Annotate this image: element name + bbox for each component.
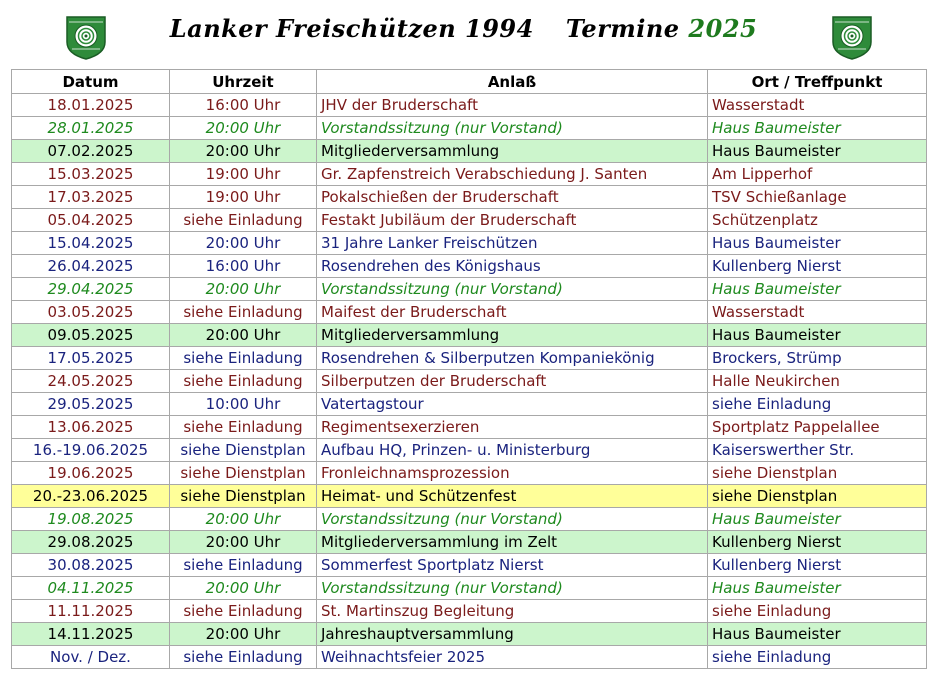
cell-ort: Haus Baumeister — [708, 324, 927, 347]
cell-date: 07.02.2025 — [12, 140, 170, 163]
cell-ort: Haus Baumeister — [708, 140, 927, 163]
cell-anlass: Jahreshauptversammlung — [317, 623, 708, 646]
cell-time: 20:00 Uhr — [170, 508, 317, 531]
cell-ort: Haus Baumeister — [708, 117, 927, 140]
table-row — [12, 301, 927, 324]
cell-ort: siehe Dienstplan — [708, 485, 927, 508]
cell-time: 19:00 Uhr — [170, 163, 317, 186]
cell-ort: Haus Baumeister — [708, 232, 927, 255]
cell-date: 18.01.2025 — [12, 94, 170, 117]
cell-ort: Am Lipperhof — [708, 163, 927, 186]
cell-ort: siehe Einladung — [708, 646, 927, 669]
table-row — [12, 577, 927, 600]
cell-date: 05.04.2025 — [12, 209, 170, 232]
table-header-row — [12, 70, 927, 94]
table-row — [12, 117, 927, 140]
cell-date: 03.05.2025 — [12, 301, 170, 324]
table-row — [12, 347, 927, 370]
cell-time: siehe Einladung — [170, 301, 317, 324]
cell-anlass: Mitgliederversammlung — [317, 324, 708, 347]
cell-anlass: Weihnachtsfeier 2025 — [317, 646, 708, 669]
cell-time: siehe Einladung — [170, 347, 317, 370]
cell-date: 17.05.2025 — [12, 347, 170, 370]
cell-anlass: Sommerfest Sportplatz Nierst — [317, 554, 708, 577]
table-row — [12, 140, 927, 163]
cell-anlass: Mitgliederversammlung — [317, 140, 708, 163]
cell-date: 29.05.2025 — [12, 393, 170, 416]
cell-ort: Haus Baumeister — [708, 508, 927, 531]
cell-time: 20:00 Uhr — [170, 117, 317, 140]
table-row — [12, 255, 927, 278]
table-row — [12, 209, 927, 232]
cell-time: 20:00 Uhr — [170, 623, 317, 646]
cell-date: 24.05.2025 — [12, 370, 170, 393]
table-row — [12, 324, 927, 347]
header-anlass: Anlaß — [317, 70, 708, 94]
table-row — [12, 485, 927, 508]
cell-time: siehe Einladung — [170, 646, 317, 669]
cell-anlass: Vatertagstour — [317, 393, 708, 416]
cell-anlass: 31 Jahre Lanker Freischützen — [317, 232, 708, 255]
cell-date: 17.03.2025 — [12, 186, 170, 209]
cell-date: 19.08.2025 — [12, 508, 170, 531]
cell-time: 20:00 Uhr — [170, 278, 317, 301]
cell-date: 30.08.2025 — [12, 554, 170, 577]
cell-anlass: Vorstandssitzung (nur Vorstand) — [317, 117, 708, 140]
cell-time: siehe Dienstplan — [170, 462, 317, 485]
cell-ort: Haus Baumeister — [708, 278, 927, 301]
cell-anlass: Vorstandssitzung (nur Vorstand) — [317, 508, 708, 531]
cell-anlass: Silberputzen der Bruderschaft — [317, 370, 708, 393]
cell-anlass: Rosendrehen & Silberputzen Kompaniekönig — [317, 347, 708, 370]
cell-ort: Kullenberg Nierst — [708, 554, 927, 577]
cell-ort: Halle Neukirchen — [708, 370, 927, 393]
cell-time: 20:00 Uhr — [170, 324, 317, 347]
cell-anlass: JHV der Bruderschaft — [317, 94, 708, 117]
cell-time: 20:00 Uhr — [170, 577, 317, 600]
cell-ort: Haus Baumeister — [708, 623, 927, 646]
title-termine: Termine — [565, 14, 680, 43]
cell-anlass: Heimat- und Schützenfest — [317, 485, 708, 508]
cell-anlass: Vorstandssitzung (nur Vorstand) — [317, 577, 708, 600]
title-club: Lanker Freischützen 1994 — [169, 14, 534, 43]
cell-time: 20:00 Uhr — [170, 232, 317, 255]
cell-anlass: Pokalschießen der Bruderschaft — [317, 186, 708, 209]
header-ort: Ort / Treffpunkt — [708, 70, 927, 94]
header-uhrzeit: Uhrzeit — [170, 70, 317, 94]
table-row — [12, 462, 927, 485]
table-row — [12, 600, 927, 623]
cell-date: 28.01.2025 — [12, 117, 170, 140]
cell-anlass: Maifest der Bruderschaft — [317, 301, 708, 324]
cell-date: 29.08.2025 — [12, 531, 170, 554]
cell-date: 13.06.2025 — [12, 416, 170, 439]
cell-time: 20:00 Uhr — [170, 531, 317, 554]
cell-date: 15.03.2025 — [12, 163, 170, 186]
cell-time: 16:00 Uhr — [170, 94, 317, 117]
table-row — [12, 186, 927, 209]
table-row — [12, 232, 927, 255]
cell-anlass: Regimentsexerzieren — [317, 416, 708, 439]
table-row — [12, 393, 927, 416]
table-row — [12, 163, 927, 186]
cell-time: siehe Dienstplan — [170, 485, 317, 508]
schedule-table — [11, 69, 927, 669]
table-row — [12, 416, 927, 439]
table-row — [12, 370, 927, 393]
table-row — [12, 508, 927, 531]
cell-anlass: Rosendrehen des Königshaus — [317, 255, 708, 278]
cell-ort: Wasserstadt — [708, 94, 927, 117]
table-row — [12, 646, 927, 669]
page-title — [0, 14, 927, 43]
cell-date: 16.-19.06.2025 — [12, 439, 170, 462]
header — [0, 0, 927, 66]
cell-time: siehe Einladung — [170, 370, 317, 393]
cell-date: 29.04.2025 — [12, 278, 170, 301]
cell-time: 20:00 Uhr — [170, 140, 317, 163]
cell-ort: Sportplatz Pappelallee — [708, 416, 927, 439]
table-row — [12, 531, 927, 554]
cell-time: 19:00 Uhr — [170, 186, 317, 209]
cell-time: siehe Einladung — [170, 209, 317, 232]
cell-ort: TSV Schießanlage — [708, 186, 927, 209]
cell-anlass: Vorstandssitzung (nur Vorstand) — [317, 278, 708, 301]
table-body — [12, 94, 927, 669]
cell-date: 26.04.2025 — [12, 255, 170, 278]
cell-time: siehe Einladung — [170, 416, 317, 439]
cell-date: 14.11.2025 — [12, 623, 170, 646]
cell-time: siehe Dienstplan — [170, 439, 317, 462]
cell-ort: siehe Einladung — [708, 600, 927, 623]
cell-anlass: Gr. Zapfenstreich Verabschiedung J. Santen — [317, 163, 708, 186]
cell-anlass: Festakt Jubiläum der Bruderschaft — [317, 209, 708, 232]
cell-date: 19.06.2025 — [12, 462, 170, 485]
cell-time: 10:00 Uhr — [170, 393, 317, 416]
table-row — [12, 439, 927, 462]
table-row — [12, 623, 927, 646]
table-row — [12, 94, 927, 117]
cell-ort: Haus Baumeister — [708, 577, 927, 600]
cell-anlass: Fronleichnamsprozession — [317, 462, 708, 485]
cell-date: Nov. / Dez. — [12, 646, 170, 669]
cell-time: siehe Einladung — [170, 600, 317, 623]
cell-date: 20.-23.06.2025 — [12, 485, 170, 508]
cell-ort: Kullenberg Nierst — [708, 255, 927, 278]
cell-anlass: Mitgliederversammlung im Zelt — [317, 531, 708, 554]
cell-time: 16:00 Uhr — [170, 255, 317, 278]
cell-ort: Schützenplatz — [708, 209, 927, 232]
cell-ort: Brockers, Strümp — [708, 347, 927, 370]
cell-ort: siehe Dienstplan — [708, 462, 927, 485]
title-year: 2025 — [688, 14, 758, 43]
header-datum: Datum — [12, 70, 170, 94]
cell-ort: siehe Einladung — [708, 393, 927, 416]
cell-time: siehe Einladung — [170, 554, 317, 577]
club-logo-icon — [829, 14, 875, 60]
table-row — [12, 278, 927, 301]
cell-ort: Kullenberg Nierst — [708, 531, 927, 554]
cell-date: 09.05.2025 — [12, 324, 170, 347]
cell-ort: Wasserstadt — [708, 301, 927, 324]
cell-date: 15.04.2025 — [12, 232, 170, 255]
cell-anlass: Aufbau HQ, Prinzen- u. Ministerburg — [317, 439, 708, 462]
cell-date: 04.11.2025 — [12, 577, 170, 600]
cell-ort: Kaiserswerther Str. — [708, 439, 927, 462]
cell-date: 11.11.2025 — [12, 600, 170, 623]
cell-anlass: St. Martinszug Begleitung — [317, 600, 708, 623]
table-row — [12, 554, 927, 577]
